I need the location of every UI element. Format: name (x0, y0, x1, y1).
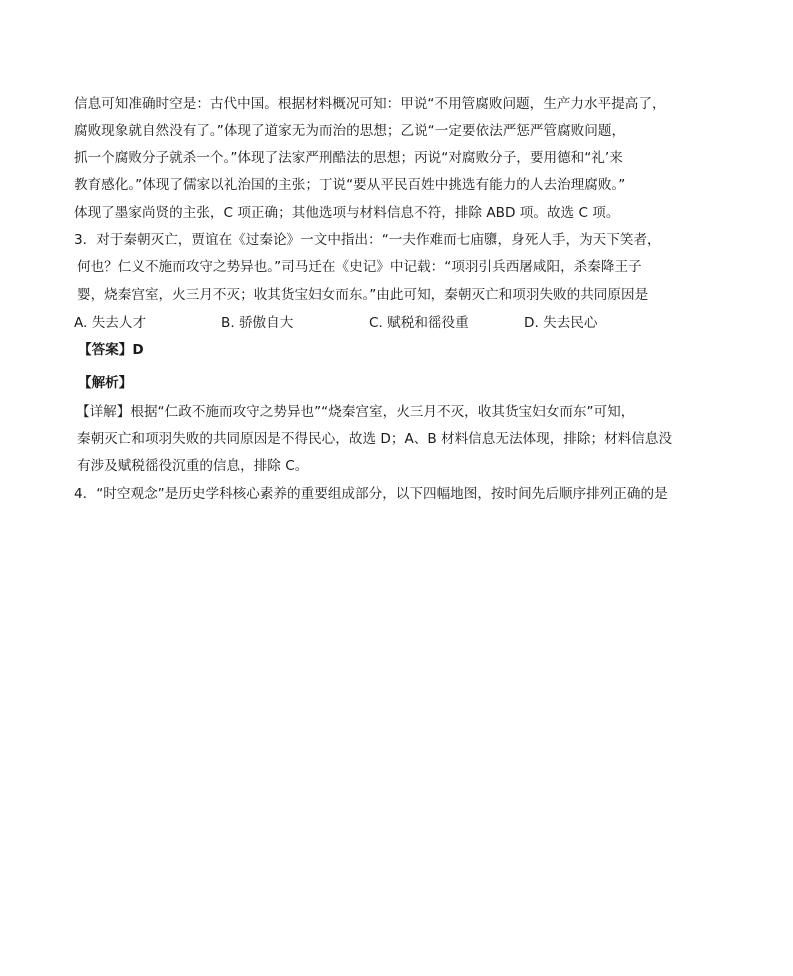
detail-line: 有涉及赋税徭役沉重的信息，排除 C。 (77, 458, 309, 474)
detail-line: 【详解】根据“仁政不施而攻守之势异也”“烧秦宫室，火三月不灭，收其货宝妇女而东”可知， (76, 404, 635, 420)
analysis-line: 抓一个腐败分子就杀一个。”体现了法家严刑酷法的思想；丙说“对腐败分子，要用德和“礼’来 (74, 150, 623, 166)
option-a: A. 失去人才 (74, 315, 147, 331)
question-3-stem: 何也？仁义不施而攻守之势异也。”司马迁在《史记》中记载：“项羽引兵西屠咸阳，杀秦降王子 (77, 259, 642, 275)
question-3-stem: 3．对于秦朝灭亡，贾谊在《过秦论》一文中指出：“一夫作难而七庙隳，身死人手，为天下笑者， (74, 232, 661, 248)
detail-line: 秦朝灭亡和项羽失败的共同原因是不得民心，故选 D；A、B 材料信息无法体现，排除；材料信息没 (77, 431, 673, 447)
question-4-stem: 4．“时空观念”是历史学科核心素养的重要组成部分，以下四幅地图，按时间先后顺序排列正确的是 (74, 486, 668, 502)
analysis-line: 信息可知准确时空是：古代中国。根据材料概况可知：甲说“不用管腐败问题，生产力水平提高了， (74, 96, 666, 112)
analysis-line: 腐败现象就自然没有了。”体现了道家无为而治的思想；乙说“一定要依法严惩严管腐败问题， (74, 123, 626, 139)
option-b: B. 骄傲自大 (221, 315, 294, 331)
analysis-line: 教育感化。”体现了儒家以礼治国的主张；丁说“要从平民百姓中挑选有能力的人去治理腐败。” (74, 177, 626, 193)
option-c: C. 赋税和徭役重 (369, 315, 469, 331)
analysis-line: 体现了墨家尚贤的主张，C 项正确；其他选项与材料信息不符，排除 ABD 项。故选 C 项。 (74, 205, 620, 221)
question-3-stem: 婴，烧秦宫室，火三月不灭；收其货宝妇女而东。”由此可知，秦朝灭亡和项羽失败的共同原因是 (77, 287, 649, 303)
analysis-heading: 【解析】 (78, 375, 133, 391)
answer-label: 【答案】D (78, 342, 144, 358)
option-d: D. 失去民心 (524, 315, 598, 331)
